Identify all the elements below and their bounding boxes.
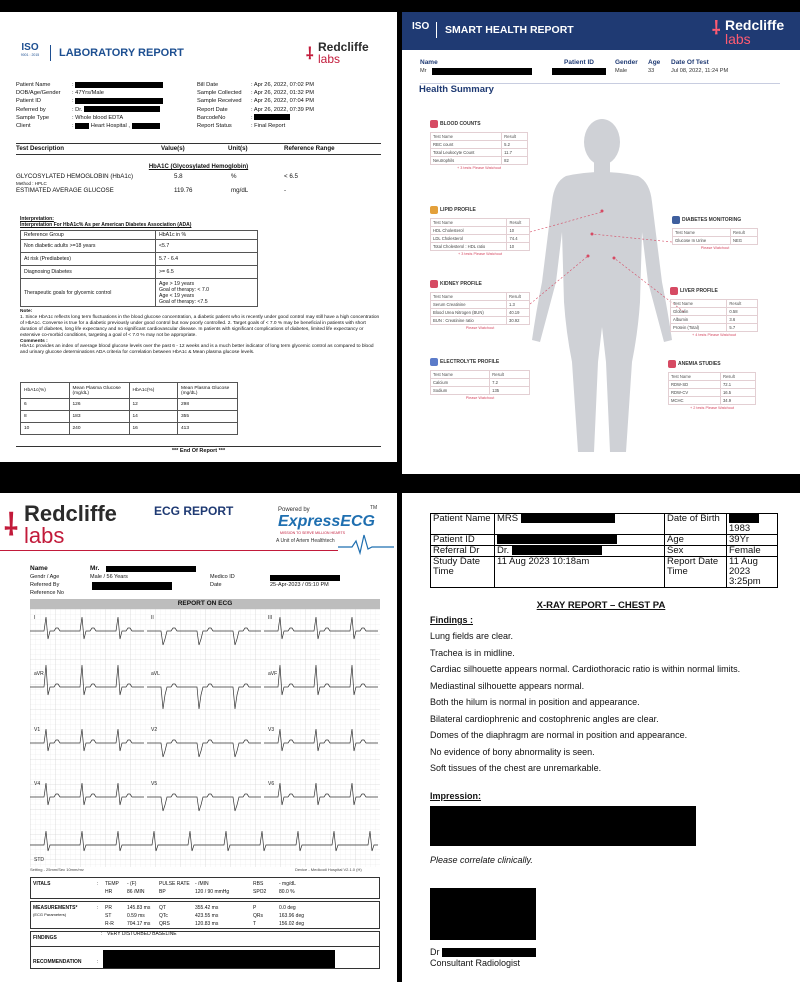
electrolyte-icon <box>430 358 438 366</box>
param-value: 86 /MIN <box>127 889 145 895</box>
param-value: - /MIN <box>195 881 209 887</box>
finding-item: Trachea is in midline. <box>430 647 515 658</box>
param-label: HR <box>105 889 113 895</box>
param-value: 0.59 ms <box>127 913 145 919</box>
lab-left-fields <box>16 81 163 130</box>
finding-item: Both the hilum is normal in position and appearance. <box>430 697 640 707</box>
interp-label: Interpretation: <box>20 216 54 222</box>
lab-test-rows: GLYCOSYLATED HEMOGLOBIN (HbA1c) 5.8 % < 6.5 Method : HPLC ESTIMATED AVERAGE GLUCOSE 119.76 mg/dL - <box>16 173 298 194</box>
end-of-report: *** End Of Report *** <box>171 448 226 454</box>
param-label: QTc <box>159 913 168 919</box>
field-dob: DOB/Age/Gender : 47Yrs/Male <box>16 90 104 97</box>
finding-item: Mediastinal silhouette appears normal. <box>430 680 585 691</box>
ecg-trace-grid <box>30 609 380 867</box>
heartbeat-icon <box>338 531 394 557</box>
diabetes-icon <box>672 216 680 224</box>
param-value: 163.96 deg <box>279 913 305 919</box>
interp-table: Reference Group HbA1c in % Non diabetic adults >=18 years <5.7 At risk (Prediabetes) 5.7 - 6.4 Diagnosing Diabetes >= 6.5 Therapeutic goals for glycemic control Age > 19 years Goal of therapy: < 7.0 Age < 19 years Goal of therapy: <7.5 <box>20 230 258 307</box>
redcliffe-logo-white: Redcliffe labs <box>725 17 785 47</box>
lab-report-title: LABORATORY REPORT <box>50 45 184 61</box>
ecg-lead-label: V6 <box>268 781 275 787</box>
field-referred-by: Referred by : Dr. <box>16 106 163 114</box>
helix-icon: ⸸ <box>306 46 314 63</box>
glucose-table: HbA1c(%) Mean Plasma Glucose (mg/dL) HbA1c(%) Mean Plasma Glucose (mg/dL) 6 126 12 298 8 183 14 355 10 240 16 413 <box>20 382 238 435</box>
redacted-signature <box>430 888 536 940</box>
card-blood-counts: BLOOD COUNTS Test Name Result RBC count 5.2 Total Leukocyte Count 11.7 Neutrophils 82 + 3 tests Please Watchout <box>430 120 528 171</box>
expressecg-logo: ExpressECG <box>278 513 375 530</box>
field-sample-type: Sample Type : Whole blood EDTA <box>16 114 124 121</box>
lab-right-fields: Bill Date : Apr 26, 2022, 07:02 PM Sample Collected : Apr 26, 2022, 01:32 PM Sample Received : Apr 26, 2022, 07:04 PM Report Date : Apr 26, 2022, 07:39 PM BarcodeNo : Report Status : Final Report <box>197 82 314 130</box>
redacted-id <box>75 98 163 104</box>
interp-title: Interpretation For HbA1c% As per American Diabetes Association (ADA) <box>20 222 192 228</box>
findings-label: Findings : <box>430 615 473 625</box>
smart-report-title: SMART HEALTH REPORT <box>436 22 574 38</box>
param-label: QRs <box>253 913 263 919</box>
helix-icon: ⸸ <box>4 509 19 542</box>
iso-badge-white: ISO <box>412 21 430 32</box>
param-label: BP <box>159 889 166 895</box>
param-label: RBS <box>253 881 264 887</box>
vitals-table: VITALS : TEMP - (F) PULSE RATE - /MIN RBS - mg/dL HR 86 /MIN BP 120 / 90 mmHg SPO2 80.0 % <box>30 877 380 899</box>
health-summary-title: Health Summary <box>419 84 494 95</box>
smart-health-panel: ISO SMART HEALTH REPORT ⸸ Redcliffe labs Name Patient ID Gender Age Date Of Test Mr Male 33 Jul 08, 2022, 11:24 PM Health Summary BLOOD COUNTS Test Name Result RBC count 5.2 Total Leukocyte Count 11.7 Neutrophils 82 + 3 tests Please Watchout LIPID PROFILE Test Name Result HDL Cholesterol 10 LDL Cholesterol 74.4 Total Cholesterol : HDL ratio 10 + 3 tests Please Watchout KIDNEY PROFILE Test Name Result Serum Creatinine 1.3 Blood Urea Nitrogen (BUN) 40.19 BUN : Creatinine ratio 30.92 Please Watchout ELECTROLYTE PROFILE Test Name Result Calcium 7.2 Sodium 135 Please Watchout DIABETES MONITORING Test Name Result Glucose In Urine NEG Please Watchout LIVER PROFILE Test Name Result Globulin 0.58 Albumin 3.6 Protein (Total) 5.7 + 4 tests Please Watchout ANEMIA STUDIES Test Name Result RDW-SD 72.1 RDW-CV 16.5 MCHC 34.9 + 2 tests Please Watchout <box>402 12 800 474</box>
ecg-lead-label: aVF <box>268 671 278 677</box>
doctor-name: Dr <box>430 947 536 957</box>
param-value: 0.0 deg <box>279 905 296 911</box>
finding-item: Soft tissues of the chest are unremarkable. <box>430 763 602 773</box>
redacted-recommendation <box>103 950 335 968</box>
kidney-icon <box>430 280 438 288</box>
redcliffe-logo: Redcliffe labs <box>24 501 117 548</box>
finding-item: Cardiac silhouette appears normal. Cardiothoracic ratio is within normal limits. <box>430 664 741 674</box>
ecg-report-panel <box>0 493 397 982</box>
impression-label: Impression: <box>430 791 482 801</box>
lab-section-title: HbA1C (Glycosylated Hemoglobin) <box>148 164 249 170</box>
ecg-lead-label: V4 <box>34 781 41 787</box>
finding-item: Lung fields are clear. <box>430 631 514 641</box>
ecg-patient-info: Name Mr. Gendr / Age Male / 56 Years Medico ID Referred By Date 25-Apr-2023 / 05:10 PM Reference No <box>30 565 380 598</box>
helix-icon: ⸸ <box>712 18 721 38</box>
param-value: - (F) <box>127 881 137 887</box>
anemia-icon <box>668 360 676 368</box>
findings-text: VERY DISTURBED BASELINE <box>107 931 177 937</box>
laboratory-report-panel: ISO 9001 : 2015 LABORATORY REPORT ⸸ Redcliffe labs Patient Name : DOB/Age/Gender : 47Yrs/Male Patient ID : Referred by : Dr. Sample Type : Whole blood EDTA Client : Heart Hospital , Bill Date : Apr 26, 2022, 07:02 PM Sample Collected : Apr 26, 2022, 01:32 PM Sample Received : Apr 26, 2022, 07:04 PM Report Date : Apr 26, 2022, 07:39 PM BarcodeNo : Report Status : Final Report Test Description Value(s) Unit(s) Reference Range HbA1C (Glycosylated Hemoglobin) GLYCOSYLATED HEMOGLOBIN (HbA1c) 5.8 % < 6.5 Method : HPLC ESTIMATED AVERAGE GLUCOSE 119.76 mg/dL - Interpretation: Interpretation For HbA1c% As per American Diabetes Association (ADA) Reference Group HbA1c in % Non diabetic adults >=18 years <5.7 At risk (Prediabetes) 5.7 - 6.4 Diagnosing Diabetes >= 6.5 Therapeutic goals for glycemic control Age > 19 years Goal of therapy: < 7.0 Age < 19 years Goal of therapy: <7.5 Note: 1. Since HbA1c reflects long term fluctuations in the blood glucose concentration, a diabetic patient who is recently under good control may still have a high concentration of HbA1c. Converse is true for a diabetic previously under good control but now poorly controlled. 2. Target goals of < 7.0 % may be beneficial in patients with short duration of diabetes, long life expectancy and no significant cardiovascular disease. In patients with significant complications of diabetes, limited life expectancy or extensive co-morbid conditions, targeting a goal of < 7.0 % may not be appropriate. Comments : HbA1c provides an index of average blood glucose levels over the past 6 - 12 weeks and is a much better indicator of long term glycemic control as compared to blood and urinary glucose determinations ADA criteria for correlation between HbA1c & Mean plasma glucose levels. HbA1c(%) Mean Plasma Glucose (mg/dL) HbA1c(%) Mean Plasma Glucose (mg/dL) 6 126 12 298 8 183 14 355 10 240 16 413 *** End Of Report *** <box>0 12 397 462</box>
xray-report-panel <box>402 493 800 982</box>
findings-box: FINDINGS : VERY DISTURBED BASELINE RECOMMENDATION : <box>30 931 380 969</box>
ecg-lead-label: V1 <box>34 727 41 733</box>
field-patient-id: Patient ID : <box>16 97 163 105</box>
iso-text: ISO <box>21 42 39 53</box>
param-value: 423.55 ms <box>195 913 219 919</box>
ecg-lead-label: V5 <box>151 781 158 787</box>
param-label: R-R <box>105 921 114 927</box>
ecg-lead-label: aVR <box>34 671 44 677</box>
xray-patient-table: Patient Name MRS Date of Birth 1983 Patient ID Age 39Yr Referral Dr Dr. Sex Female Study Date Time 11 Aug 2023 10:18am Report Date Time 11 Aug 2023 3:25pm <box>430 513 778 588</box>
ecg-report-title: ECG REPORT <box>154 504 234 518</box>
param-value: 156.02 deg <box>279 921 305 927</box>
param-label: QRS <box>159 921 170 927</box>
ecg-lead-label: STD <box>34 857 44 863</box>
card-kidney-profile: KIDNEY PROFILE Test Name Result Serum Creatinine 1.3 Blood Urea Nitrogen (BUN) 40.19 BUN : Creatinine ratio 30.92 Please Watchout <box>430 280 530 331</box>
param-label: TEMP <box>105 881 119 887</box>
blood-drop-icon <box>430 120 438 128</box>
param-label: P <box>253 905 257 911</box>
finding-item: No evidence of bony abnormality is seen. <box>430 746 595 757</box>
iso-sub: 9001 : 2015 <box>20 53 40 57</box>
ecg-lead-label: I <box>34 615 36 621</box>
card-anemia-studies: ANEMIA STUDIES Test Name Result RDW-SD 72.1 RDW-CV 16.5 MCHC 34.9 + 2 tests Please Watchout <box>668 360 756 411</box>
param-label: T <box>253 921 257 927</box>
artem-unit: A Unit of Artem Healthtech <box>276 538 335 544</box>
ecg-lead-label: aVL <box>151 671 160 677</box>
ecg-lead-label: V3 <box>268 727 275 733</box>
powered-by: Powered by <box>278 507 310 513</box>
trademark: TM <box>370 505 378 511</box>
liver-icon <box>670 287 678 295</box>
redcliffe-logo: Redcliffe labs <box>318 40 369 66</box>
ecg-lead-label: V2 <box>151 727 158 733</box>
ecg-settings-row: Setting - 25mm/Sec 10mm/mv Device - Medicodi Hospital V2.1.0 (H) <box>30 867 362 872</box>
card-diabetes-monitoring: DIABETES MONITORING Test Name Result Glucose In Urine NEG Please Watchout <box>672 216 758 251</box>
finding-item: Domes of the diaphragm are normal in position and appearance. <box>430 730 688 740</box>
xray-report-title: X-RAY REPORT – CHEST PA <box>536 600 666 611</box>
redacted-impression <box>430 806 696 846</box>
expressecg-tagline: MISSION TO SERVE MILLION HEARTS <box>280 531 346 535</box>
param-label: ST <box>105 913 112 919</box>
field-patient-name: Patient Name : <box>16 81 163 89</box>
measurements-table: MEASUREMENTS* (ECG Parameters) : PR 145.83 ms QT 355.42 ms P 0.0 deg ST 0.59 ms QTc 423.55 ms QRs 163.96 deg R-R 704.17 ms QRS 120.83 ms T 156.02 deg <box>30 901 380 929</box>
card-electrolyte-profile: ELECTROLYTE PROFILE Test Name Result Calcium 7.2 Sodium 135 Please Watchout <box>430 358 530 401</box>
ecg-lead-label: III <box>268 615 273 621</box>
param-value: 704.17 ms <box>127 921 151 927</box>
param-value: 120.83 ms <box>195 921 219 927</box>
card-lipid-profile: LIPID PROFILE Test Name Result HDL Cholesterol 10 LDL Cholesterol 74.4 Total Cholesterol : HDL ratio 10 + 3 tests Please Watchout <box>430 206 530 257</box>
finding-item: Bilateral cardiophrenic and costophrenic angles are clear. <box>430 713 659 724</box>
report-on-ecg-band: REPORT ON ECG <box>30 599 380 609</box>
card-liver-profile: LIVER PROFILE Test Name Result Globulin 0.58 Albumin 3.6 Protein (Total) 5.7 + 4 tests Please Watchout <box>670 287 758 338</box>
param-value: 145.83 ms <box>127 905 151 911</box>
consultant-radiologist: Consultant Radiologist <box>430 958 521 968</box>
lipid-icon <box>430 206 438 214</box>
param-value: 355.42 ms <box>195 905 219 911</box>
param-value: - mg/dL <box>279 881 296 887</box>
param-label: SPO2 <box>253 889 267 895</box>
lab-note: Note: 1. Since HbA1c reflects long term fluctuations in the blood glucose concentration, a diabetic patient who is recently under good control may still have a high concentration of HbA1c. Converse is true for a diabetic previously under good control but now poorly controlled. 2. Target goals of < 7.0 % may be beneficial in patients with short duration of diabetes, long life expectancy and no significant cardiovascular disease. In patients with significant complications of diabetes, limited life expectancy or extensive co-morbid conditions, targeting a goal of < 7.0 % may not be appropriate. Comments : HbA1c provides an index of average blood glucose levels over the past 6 - 12 weeks and is a much better indicator of long term glycemic control as compared to blood and urinary glucose determinations ADA criteria for correlation between HbA1c & Mean plasma glucose levels. <box>20 309 380 356</box>
param-label: QT <box>159 905 166 911</box>
param-label: PULSE RATE <box>159 881 190 887</box>
correlate-note: Please correlate clinically. <box>430 855 533 865</box>
redacted-name <box>75 82 163 88</box>
param-value: 80.0 % <box>279 889 295 895</box>
param-value: 120 / 90 mmHg <box>195 889 230 895</box>
iso-badge <box>18 42 42 64</box>
param-label: PR <box>105 905 112 911</box>
field-client: Client : Heart Hospital , <box>16 122 163 130</box>
ecg-lead-label: II <box>151 615 154 621</box>
